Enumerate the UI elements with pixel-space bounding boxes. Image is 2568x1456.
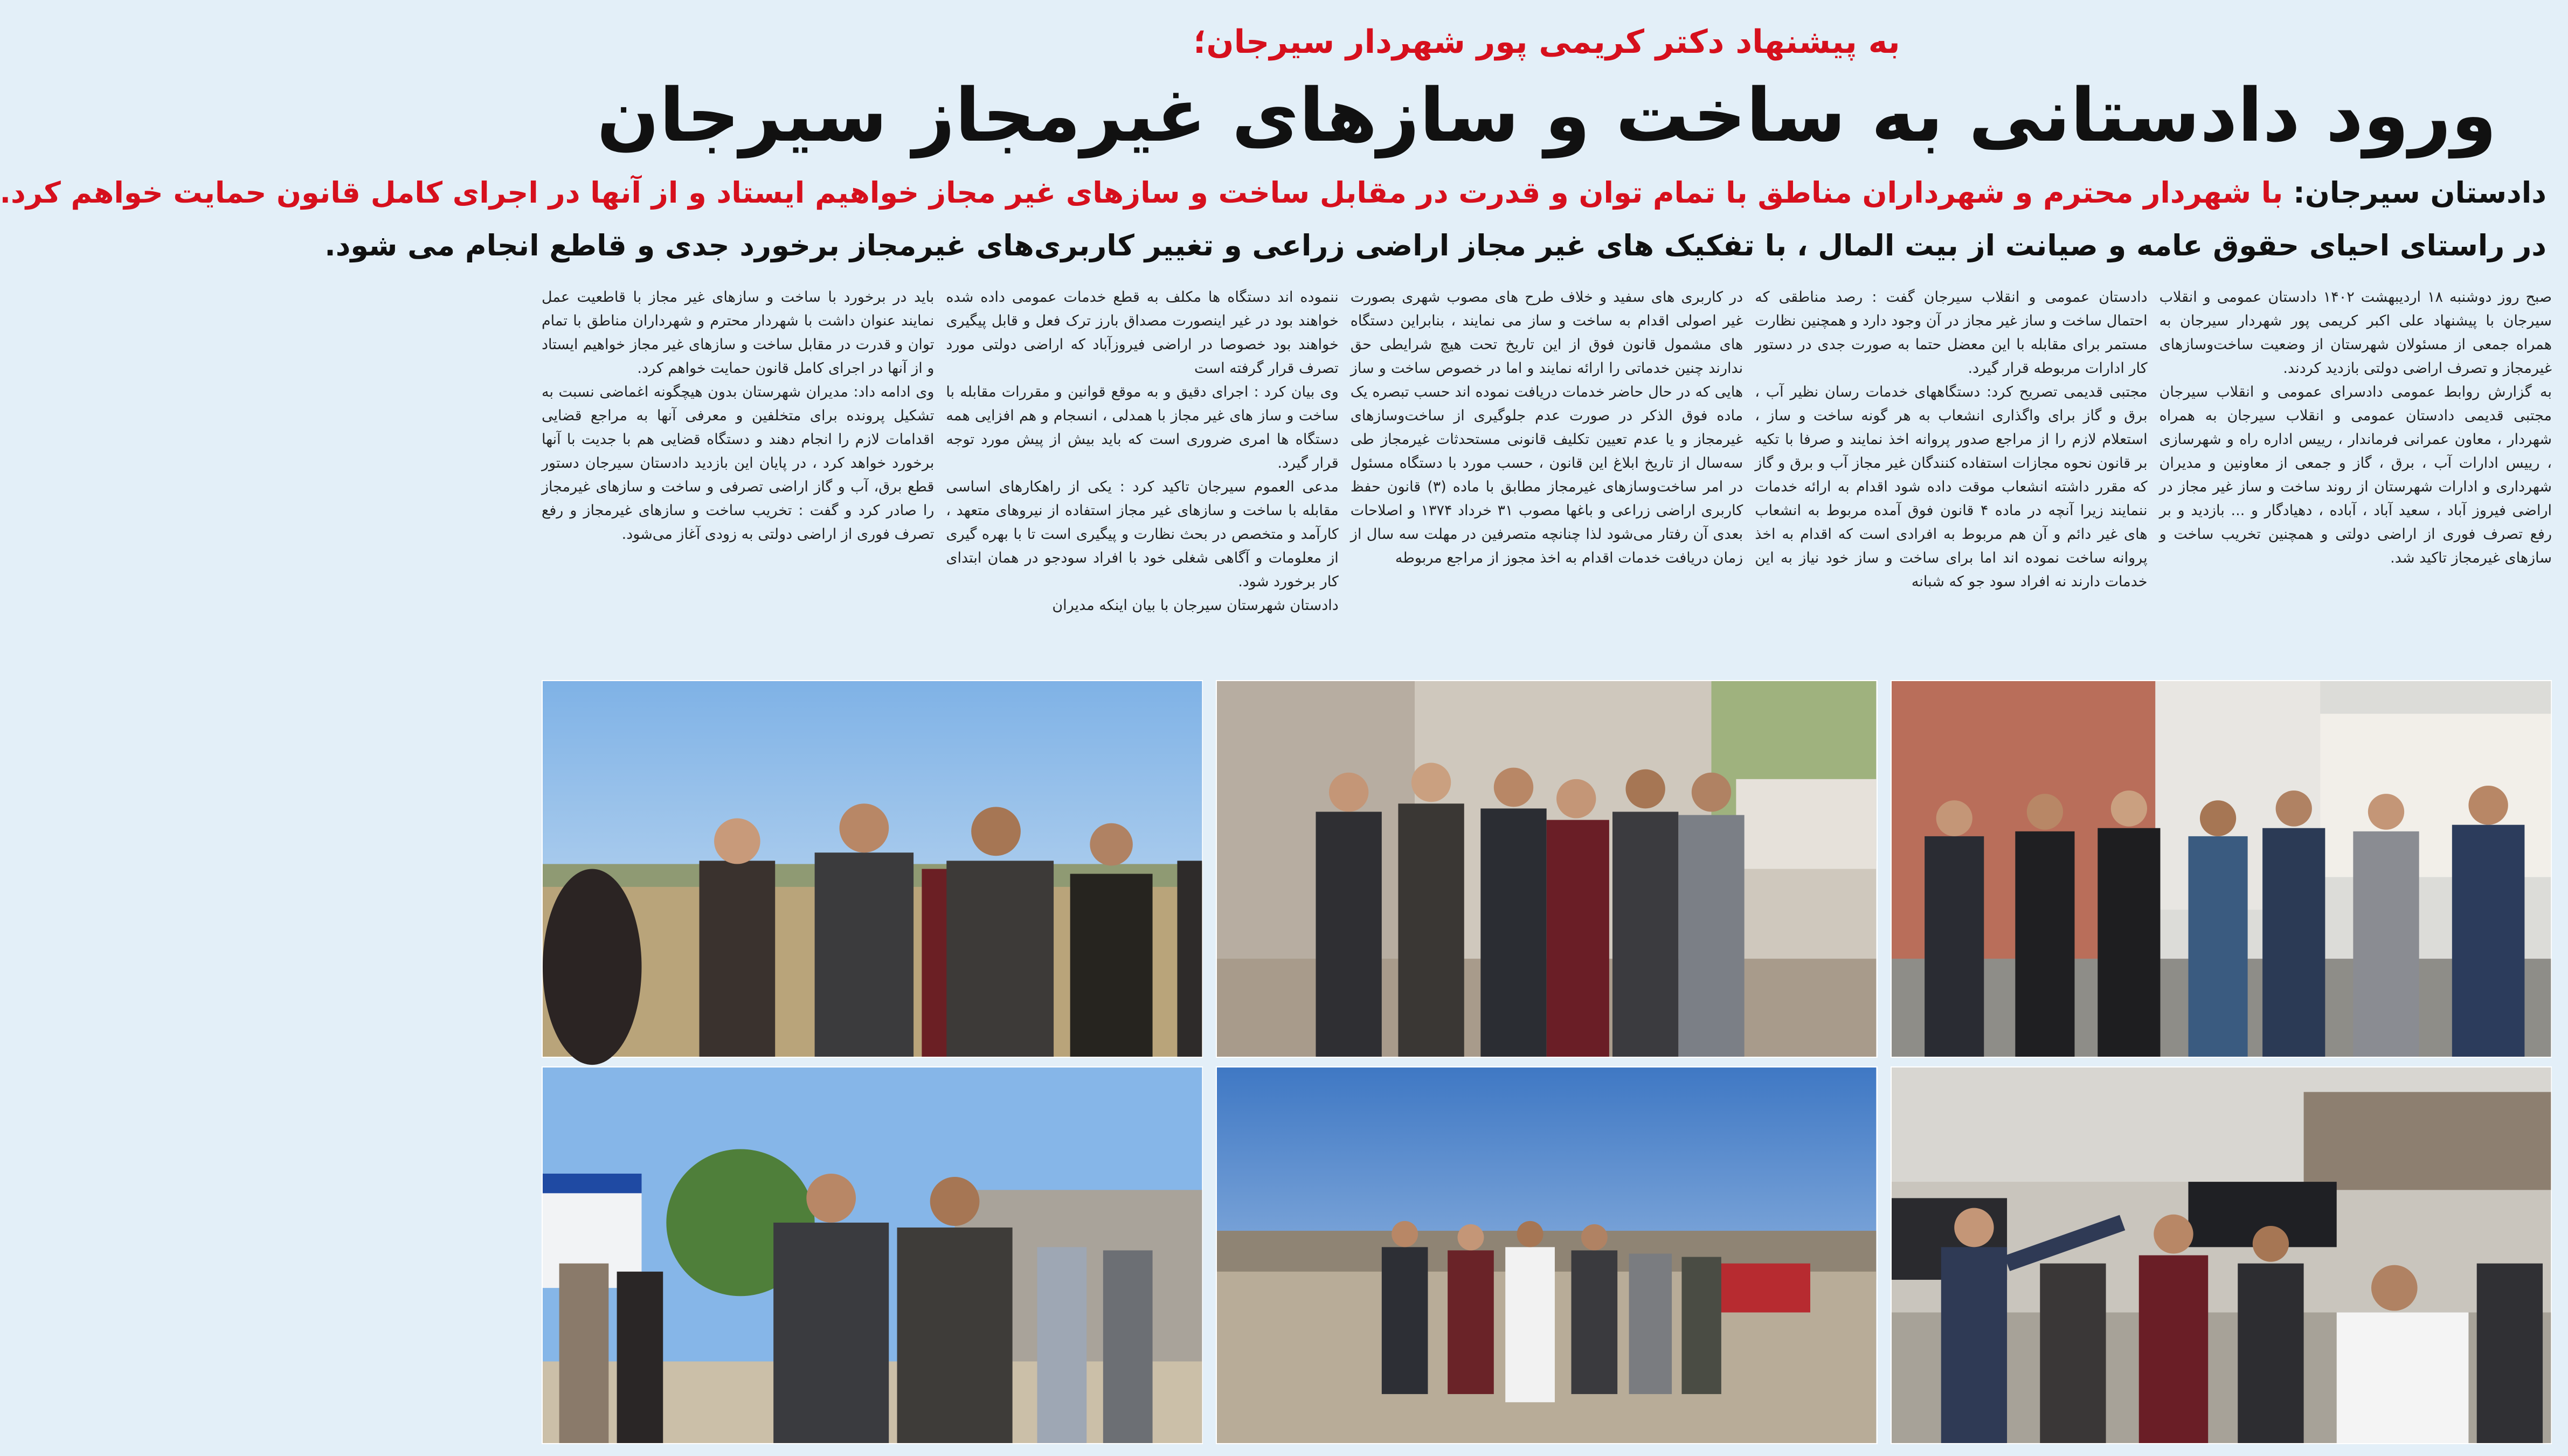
lead-source-label: دادستان سیرجان:	[2283, 176, 2546, 210]
photo-officials-near-block-wall	[542, 1066, 1203, 1444]
column-paragraph: وی ادامه داد: مدیران شهرستان بدون هیچگونه اغماضی نسبت به تشکیل پرونده برای متخلفین و معرفی آنها به مراجع قضایی اقدامات لازم را انجام دهند و دستگاه قضایی هم با جدیت با آنها برخورد خواهد کرد ، در پایان این بازدید دادستان سیرجان دستور قطع برق، آب و گاز اراضی تصرفی و ساخت و سازهای غیرمجاز را صادر کرد و گفت : تخریب ساخت و سازهای غیرمجاز و رفع تصرف فوری از اراضی دولتی به زودی آغاز می‌شود.	[541, 384, 935, 543]
article-lead-quote	[0, 171, 2546, 214]
photo-building-illustration	[1892, 681, 2551, 1057]
column-paragraph: باید در برخورد با ساخت و سازهای غیر مجاز با قاطعیت عمل نمایند عنوان داشت با شهردار محترم و شهرداران مناطق با تمام توان و قدرت در مقابل ساخت و سازهای غیر مجاز خواهیم ایستاد و از آنها در اجرای کامل قانون حمایت خواهم کرد.	[541, 289, 935, 377]
photo-wall-illustration	[543, 1067, 1202, 1443]
article-column-2	[1755, 286, 2147, 671]
column-paragraph: دادستان عمومی و انقلاب سیرجان گفت : رصد مناطقی که احتمال ساخت و ساز غیر مجاز در آن وجود دارد و همچنین نظارت مستمر برای مقابله با این معضل حتما به صورت جدی در دستور کار ادارات مربوطه قرار گیرد.	[1755, 289, 2148, 377]
photo-road-illustration	[1217, 1067, 1876, 1443]
lead-quote-text: با شهردار محترم و شهرداران مناطق با تمام توان و قدرت در مقابل ساخت و سازهای غیر مجاز خواهیم ایستاد و از آنها در اجرای کامل قانون حمایت خواهم کرد.	[0, 176, 2283, 210]
photo-grid	[542, 680, 2552, 1444]
photo-officials-walking-alley	[1216, 680, 1877, 1058]
article-kicker: به پیشنهاد دکتر کریمی پور شهردار سیرجان؛	[1193, 23, 1900, 61]
photo-pointing-illustration	[1892, 1067, 2551, 1443]
column-paragraph: در کاربری های سفید و خلاف طرح های مصوب شهری بصورت غیر اصولی اقدام به ساخت و ساز می نمایند ، بنابراین دستگاه های مشمول قانون فوق از این تاریخ تحت هیچ شرایطی حق ندارند چنین خدماتی را ارائه نمایند و اما در خصوص ساخت و ساز هایی که در حال حاضر خدمات دریافت نموده اند حسب تبصره یک ماده فوق الذکر در صورت عدم جلوگیری از ساخت‌وسازهای غیرمجاز و یا عدم تعیین تکلیف قانونی مستحدثات غیرمجاز طی سه‌سال از تاریخ ابلاغ این قانون ، حسب مورد با دستگاه مسئول در امر ساخت‌وسازهای غیرمجاز مطابق با ماده (۳) قانون حفظ کاربری اراضی زراعی و باغها مصوب ۳۱ خرداد ۱۳۷۴ و اصلاحات بعدی آن رفتار می‌شود لذا چنانچه متصرفین در مهلت سه سال از زمان دریافت خدمات اقدام به اخذ مجوز از مراجع مربوطه	[1350, 289, 1743, 566]
photo-officials-field-talk	[542, 680, 1203, 1058]
column-paragraph: وی بیان کرد : اجرای دقیق و به موقع قوانین و مقررات مقابله با ساخت و ساز های غیر مجاز با همدلی ، انسجام و هم افزایی همه دستگاه ها امری ضروری است که باید بیش از پیش مورد توجه قرار گیرد.	[946, 384, 1339, 472]
article-lead-subhead: در راستای احیای حقوق عامه و صیانت از بیت المال ، با تفکیک های غیر مجاز اراضی زراعی و تغییر کاربری‌های غیرمجاز برخورد جدی و قاطع انجام می شود.	[324, 228, 2546, 262]
photo-group-walking-dirt-road	[1216, 1066, 1877, 1444]
column-paragraph: به گزارش روابط عمومی دادسرای عمومی و انقلاب سیرجان مجتبی قدیمی دادستان عمومی و انقلاب سیرجان به همراه شهردار ، معاون عمرانی فرماندار ، رییس اداره راه و شهرسازی ، رییس ادارات آب ، برق ، گاز و جمعی از معاونین و مدیران شهرداری و ادارات شهرستان از روند ساخت و ساز غیر مجاز در اراضی فیروز آباد ، سعید آباد ، آباده ، دهیادگار و ... بازدید و بر رفع تصرف فوری از اراضی دولتی و همچنین تخریب ساخت و سازهای غیرمجاز تاکید شد.	[2159, 384, 2552, 566]
photo-alley-illustration	[1217, 681, 1876, 1057]
column-paragraph: دادستان شهرستان سیرجان با بیان اینکه مدیران	[1052, 597, 1339, 614]
column-paragraph: ننموده اند دستگاه ها مکلف به قطع خدمات عمومی داده شده خواهند بود در غیر اینصورت مصداق بارز ترک فعل و قابل پیگیری خواهند بود خصوصا در اراضی فیروزآباد که اراضی دولتی مورد تصرف قرار گرفته است	[946, 289, 1339, 377]
column-paragraph: مجتبی قدیمی تصریح کرد: دستگاههای خدمات رسان نظیر آب ، برق و گاز برای واگذاری انشعاب به هر گونه ساخت و ساز ، استعلام لازم را از مراجع صدور پروانه اخذ نمایند و صرفا با تکیه بر قانون نحوه مجازات استفاده کنندگان غیر مجاز آب و برق و گاز که مقرر داشته انشعاب موقت داده شود اقدام به ارائه خدمات ننمایند زیرا آنچه در ماده ۴ قانون فوق آمده مربوط به انشعاب های غیر دائم و آن هم مربوط به افرادی است که اقدام به اخذ پروانه ساخت نموده اند اما برای ساخت و ساز خود نیاز به این خدمات دارند نه افراد سود جو که شبانه	[1755, 384, 2148, 590]
photo-official-pointing	[1891, 1066, 2552, 1444]
article-column-4	[946, 286, 1338, 671]
article-body	[542, 286, 2552, 671]
photo-field-illustration	[543, 681, 1202, 1057]
article-column-3	[1351, 286, 1743, 671]
article-column-5	[542, 286, 934, 671]
article-headline: ورود دادستانی به ساخت و سازهای غیرمجاز سیرجان	[597, 73, 2497, 158]
photo-officials-walking-building	[1891, 680, 2552, 1058]
column-paragraph: مدعی العموم سیرجان تاکید کرد : یکی از راهکارهای اساسی مقابله با ساخت و سازهای غیر مجاز استفاده از نیروهای متعهد ، کارآمد و متخصص در بحث نظارت و پیگیری است تا با بهره گیری از معلومات و آگاهی شغلی خود با افراد سودجو در همان ابتدای کار برخورد شود.	[946, 479, 1339, 590]
article-column-1	[2159, 286, 2552, 671]
column-paragraph: صبح روز دوشنبه ۱۸ اردیبهشت ۱۴۰۲ دادستان عمومی و انقلاب سیرجان با پیشنهاد علی اکبر کریمی پور شهردار سیرجان به همراه جمعی از مسئولان شهرستان از وضعیت ساخت‌وسازهای غیرمجاز و تصرف اراضی دولتی بازدید کردند.	[2159, 289, 2552, 377]
